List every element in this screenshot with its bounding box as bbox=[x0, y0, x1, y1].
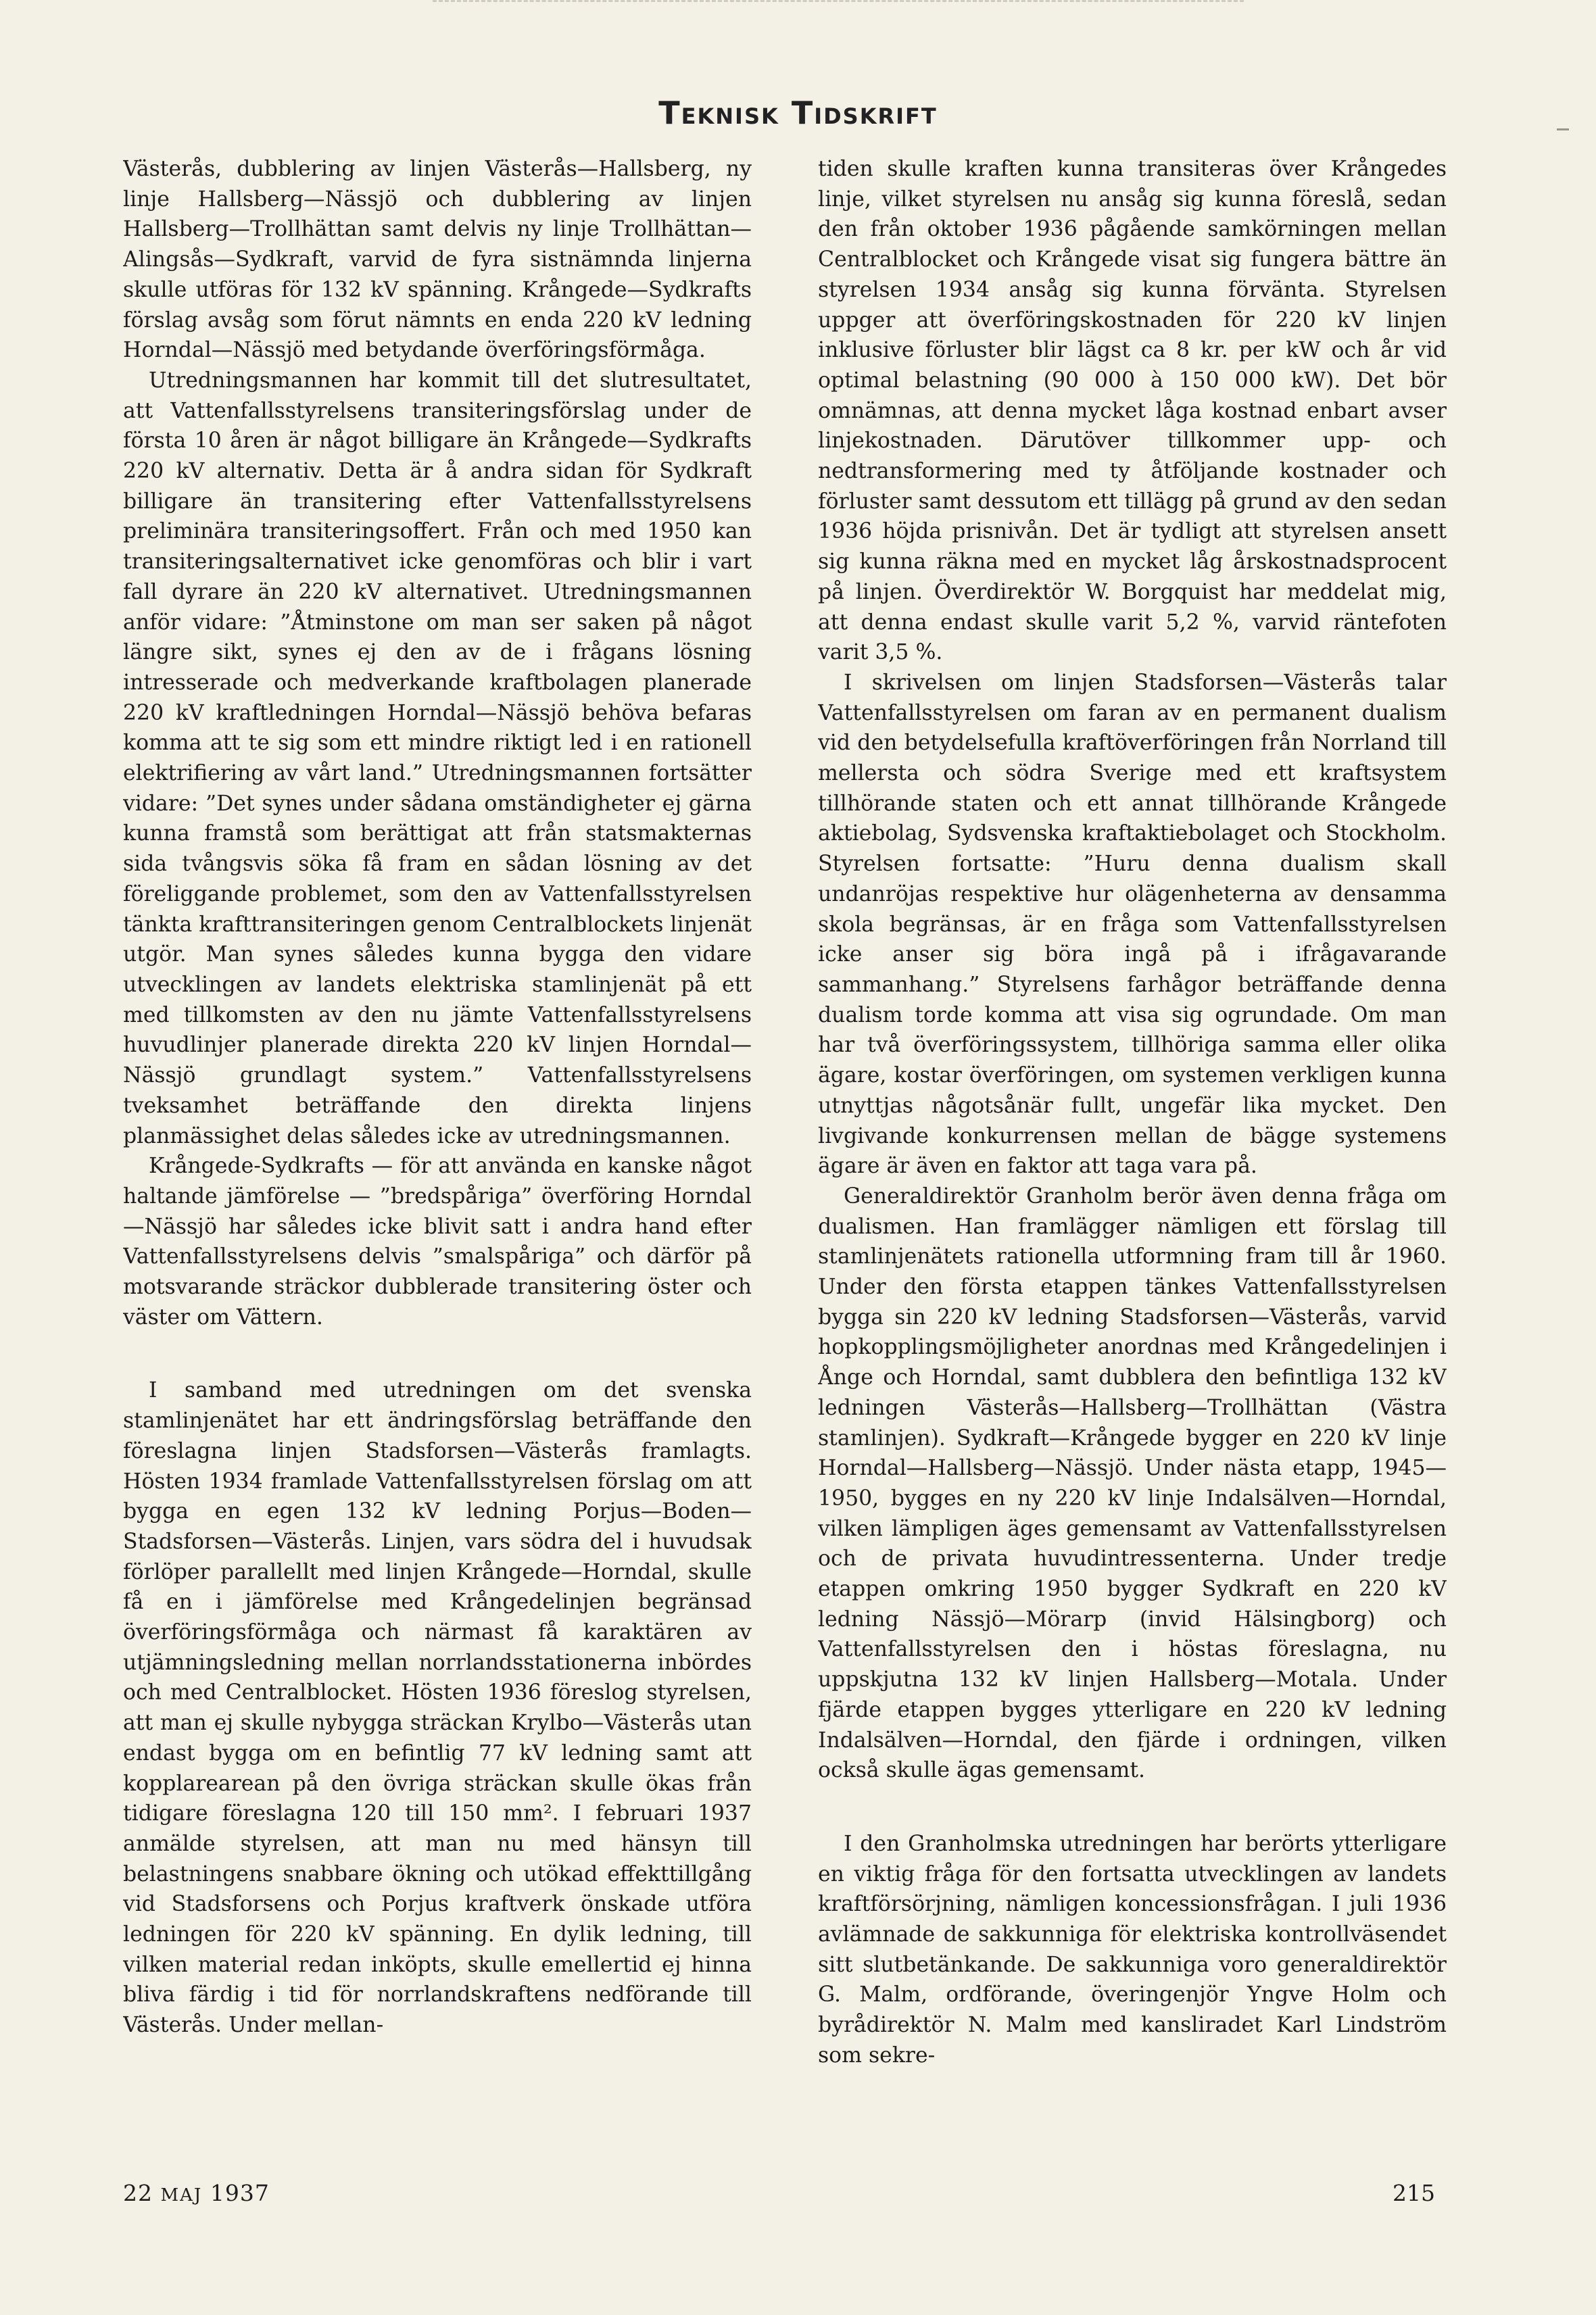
paragraph: I samband med utredningen om det svenska stamlinjenätet har ett ändringsförslag beträffande den föreslagna linjen Stadsforsen—Västerås framlagts. Hösten 1934 framlade Vattenfallsstyrelsen förslag om att bygga en egen 132 kV ledning Porjus—Boden—Stadsforsen—Västerås. Linjen, vars södra del i huvudsak förlöper parallellt med linjen Krångede—Horndal, skulle få en i jämförelse med Krångedelinjen begränsad överföringsförmåga och närmast få karaktären av utjämningsledning mellan norrlandsstationerna inbördes och med Centralblocket. Hösten 1936 föreslog styrelsen, att man ej skulle nybygga sträckan Krylbo—Västerås utan endast bygga om en befintlig 77 kV ledning samt att kopplarearean på den övriga sträckan skulle ökas från tidigare föreslagna 120 till 150 mm². I februari 1937 anmälde styrelsen, att man nu med hänsyn till belastningens snabbare ökning och utökad effekttillgång vid Stadsforsens och Porjus kraftverk önskade utföra ledningen för 220 kV spänning. En dylik ledning, till vilken material redan inköpts, skulle emellertid ej hinna bliva färdig i tid för norrlandskraftens nedförande till Västerås. Under mellan- bbox=[123, 1378, 752, 2038]
top-edge-rule bbox=[433, 0, 1244, 6]
page-number: 215 bbox=[1393, 2180, 1435, 2206]
paragraph: Generaldirektör Granholm berör även denna fråga om dualismen. Han framlägger nämligen ett förslag till stamlinjenätets rationella utformning fram till år 1960. Under den första etappen tänkes Vattenfallsstyrelsen bygga sin 220 kV ledning Stadsforsen—Västerås, varvid hopkopplingsmöjligheter anordnas med Krångedelinjen i Ånge och Horndal, samt dubblera den befintliga 132 kV ledningen Västerås—Hallsberg—Trollhättan (Västra stamlinjen). Sydkraft—Krångede bygger en 220 kV linje Horndal—Hallsberg—Nässjö. Under nästa etapp, 1945—1950, bygges en ny 220 kV linje Indalsälven—Horndal, vilken lämpligen äges gemensamt av Vattenfallsstyrelsen och de privata huvudintressenterna. Under tredje etappen omkring 1950 bygger Sydkraft en 220 kV ledning Nässjö—Mörarp (invid Hälsingborg) och Vattenfallsstyrelsen den i höstas föreslagna, nu uppskjutna 132 kV linjen Hallsberg—Motala. Under fjärde etappen bygges ytterligare en 220 kV ledning Indalsälven—Horndal, den fjärde i ordningen, vilken också skulle ägas gemensamt. bbox=[818, 1184, 1447, 1783]
issue-year: 1937 bbox=[210, 2180, 270, 2206]
issue-date bbox=[123, 2180, 270, 2206]
paragraph: Krångede-Sydkrafts — för att använda en kanske något haltande jämförelse — ”bredspåriga” överföring Horndal—Nässjö har således icke blivit satt i andra hand efter Vattenfallsstyrelsens delvis ”smalspåriga” och därför på motsvarande sträckor dubblerade transitering öster och väster om Vättern. bbox=[123, 1154, 752, 1330]
paragraph: I den Granholmska utredningen har berörts ytterligare en viktig fråga för den fortsatta utvecklingen av landets kraftförsörjning, nämligen koncessionsfrågan. I juli 1936 avlämnade de sakkunniga för elektriska kontrollväsendet sitt slutbetänkande. De sakkunniga voro generaldirektör G. Malm, ordförande, överingenjör Yngve Holm och byrådirektör N. Malm med kansliradet Karl Lindström som sekre- bbox=[818, 1831, 1447, 2068]
journal-title: Teknisk Tidskrift bbox=[658, 95, 938, 131]
left-text-column bbox=[123, 154, 752, 2182]
paragraph: I skrivelsen om linjen Stadsforsen—Västerås talar Vattenfallsstyrelsen om faran av en permanent dualism vid den betydelsefulla kraftöverföringen från Norrland till mellersta och södra Sverige med ett kraftsystem tillhörande staten och ett annat tillhörande Krångede aktiebolag, Sydsvenska kraftaktiebolaget och Stockholm. Styrelsen fortsatte: ”Huru denna dualism skall undanröjas respektive hur olägenheterna av densamma skola begränsas, är en fråga som Vattenfallsstyrelsen icke anser sig böra ingå på i ifrågavarande sammanhang.” Styrelsens farhågor beträffande denna dualism torde komma att visa sig ogrundade. Om man har två överföringssystem, tillhöriga samma eller olika ägare, kostar överföringen, om systemen verkligen kunna utnyttjas någotsånär fullt, ungefär lika mycket. Den livgivande konkurrensen mellan de bägge systemens ägare är även en faktor att taga vara på. bbox=[818, 670, 1447, 1179]
paragraph: Utredningsmannen har kommit till det slutresultatet, att Vattenfallsstyrelsens transiteringsförslag under de första 10 åren är något billigare än Krångede—Sydkrafts 220 kV alternativ. Detta är å andra sidan för Sydkraft billigare än transitering efter Vattenfallsstyrelsens preliminära transiteringsoffert. Från och med 1950 kan transiteringsalternativet icke genomföras och blir i vart fall dyrare än 220 kV alternativet. Utredningsmannen anför vidare: ”Åtminstone om man ser saken på något längre sikt, synes ej den av de i frågans lösning intresserade och medverkande kraftbolagen planerade 220 kV kraftledningen Horndal—Nässjö behöva befaras komma att te sig som ett mindre riktigt led i en rationell elektrifiering av vårt land.” Utredningsmannen fortsätter vidare: ”Det synes under sådana omständigheter ej gärna kunna framstå som berättigat att från statsmakternas sida tvångsvis söka få fram en sådan lösning av det föreliggande problemet, som den av Vattenfallsstyrelsen tänkta krafttransiteringen genom Centralblockets linjenät utgör. Man synes således kunna bygga den vidare utvecklingen av landets elektriska stamlinjenät på ett med tillkomsten av den nu jämte Vattenfallsstyrelsens huvudlinjer planerade direkta 220 kV linjen Horndal—Nässjö grundlagt system.” Vattenfallsstyrelsens tveksamhet beträffande den direkta linjens planmässighet delas således icke av utredningsmannen. bbox=[123, 368, 752, 1148]
issue-day: 22 bbox=[123, 2180, 153, 2206]
issue-month: MAJ bbox=[160, 2185, 203, 2206]
paragraph: Västerås, dubblering av linjen Västerås—Hallsberg, ny linje Hallsberg—Nässjö och dubblering av linjen Hallsberg—Trollhättan samt delvis ny linje Trollhättan—Alingsås—Sydkraft, varvid de fyra sistnämnda linjerna skulle utföras för 132 kV spänning. Krångede—Sydkrafts förslag avsåg som förut nämnts en enda 220 kV ledning Horndal—Nässjö med betydande överföringsförmåga. bbox=[123, 157, 752, 363]
paragraph: tiden skulle kraften kunna transiteras över Krångedes linje, vilket styrelsen nu ansåg sig kunna föreslå, sedan den från oktober 1936 pågående samkörningen mellan Centralblocket och Krångede visat sig fungera bättre än styrelsen 1934 ansåg sig kunna förvänta. Styrelsen uppger att överföringskostnaden för 220 kV linjen inklusive förluster blir lägst ca 8 kr. per kW och år vid optimal belastning (90 000 à 150 000 kW). Det bör omnämnas, att denna mycket låga kostnad enbart avser linjekostnaden. Därutöver tillkommer upp- och nedtransformering med ty åtföljande kostnader och förluster samt dessutom ett tillägg på grund av den sedan 1936 höjda prisnivån. Det är tydligt att styrelsen ansett sig kunna räkna med en mycket låg årskostnadsprocent på linjen. Överdirektör W. Borgquist har meddelat mig, att denna endast skulle varit 5,2 %, varvid räntefoten varit 3,5 %. bbox=[818, 157, 1447, 665]
right-text-column bbox=[818, 154, 1447, 2182]
